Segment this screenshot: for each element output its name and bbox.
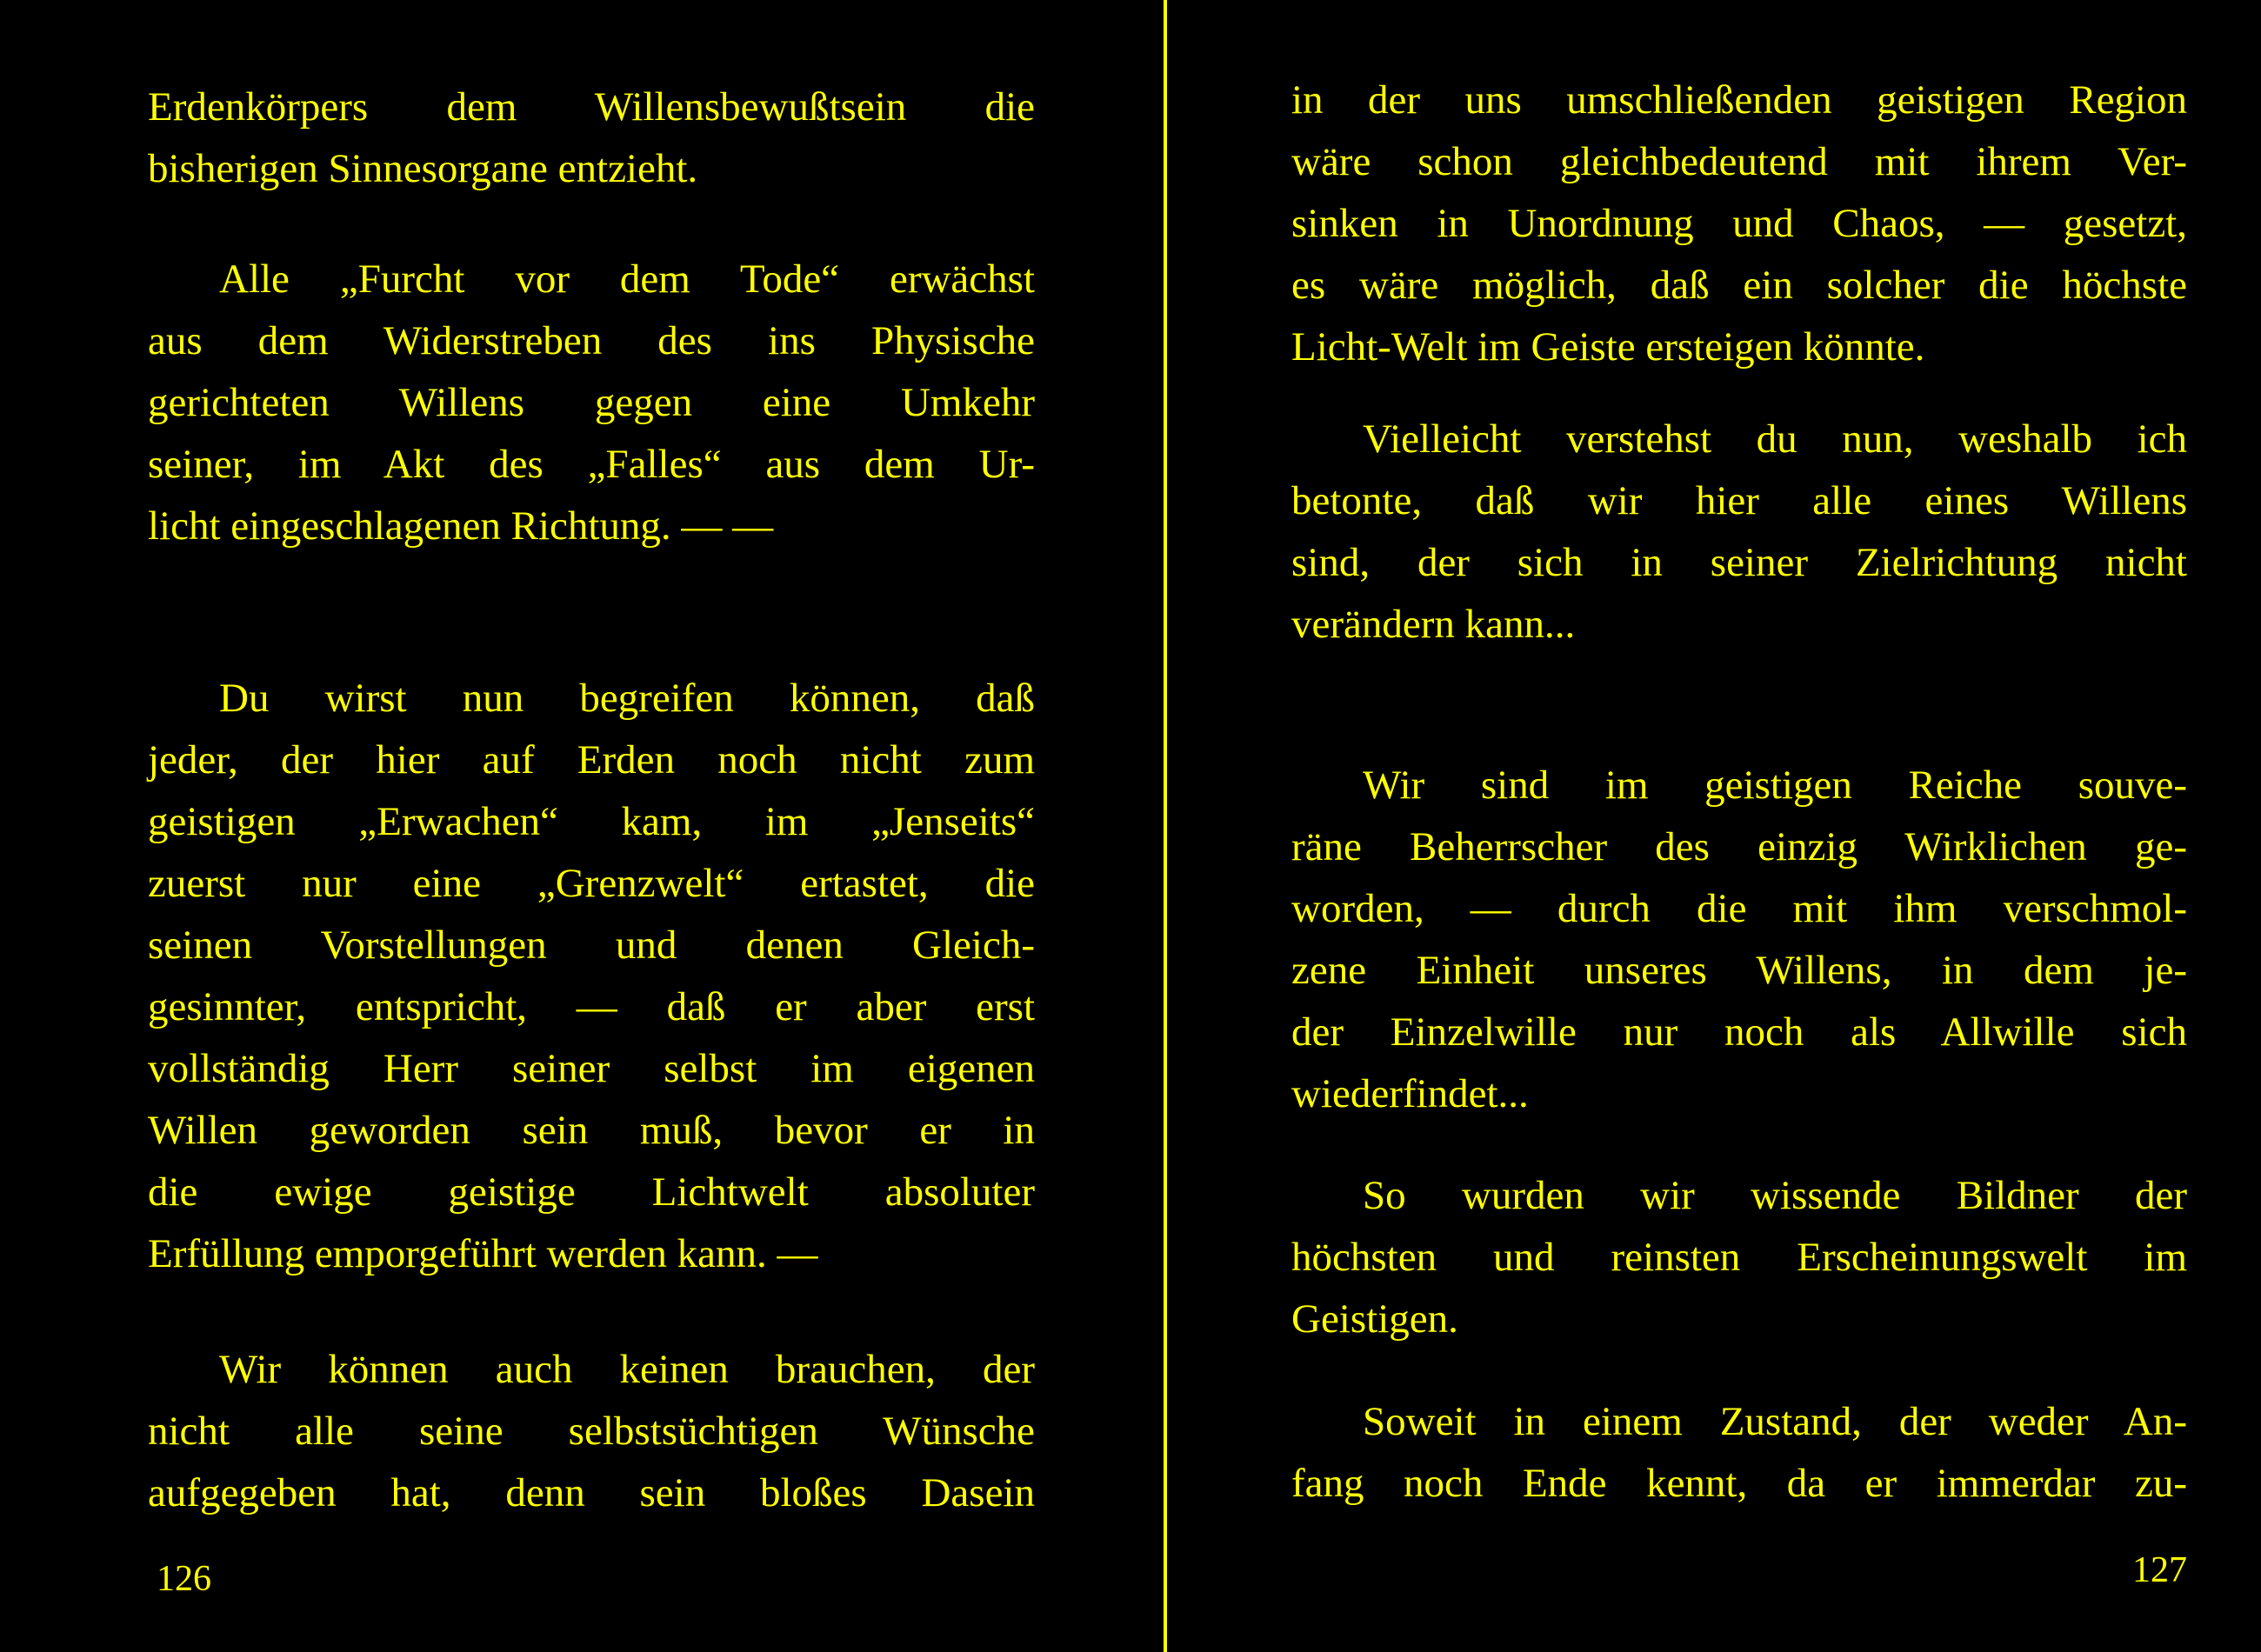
text-line: der Einzelwille nur noch als Allwille sich [1291,1009,2187,1055]
text-line: betonte, daß wir hier alle eines Willens [1291,478,2187,523]
text-line: zuerst nur eine „Grenzwelt“ ertastet, die [148,861,1035,906]
page-number: 127 [2132,1550,2187,1590]
text-line: Du wirst nun begreifen können, daß [219,676,1035,721]
text-line: in der uns umschließenden geistigen Region [1291,77,2187,123]
text-line: seinen Vorstellungen und denen Gleich- [148,923,1035,968]
text-line: bisherigen Sinnesorgane entzieht. [148,146,698,191]
right-para-4 [1291,1165,2187,1350]
text-line: Erdenkörpers dem Willensbewußtsein die [148,84,1035,130]
right-para-3 [1291,755,2187,1125]
text-line: geistigen „Erwachen“ kam, im „Jenseits“ [148,799,1035,844]
text-line: Wir können auch keinen brauchen, der [219,1347,1035,1392]
text-line: wäre schon gleichbedeutend mit ihrem Ver- [1291,139,2187,184]
right-para-2 [1291,409,2187,656]
right-page [1291,0,2187,1652]
text-line: gerichteten Willens gegen eine Umkehr [148,380,1035,425]
text-line: es wäre möglich, daß ein solcher die höchste [1291,263,2187,308]
left-para-3 [148,668,1035,1285]
left-page [148,0,1035,1652]
text-line: wiederfindet... [1291,1071,1529,1116]
right-para-5 [1291,1391,2187,1515]
page-number: 126 [157,1559,211,1599]
text-line: die ewige geistige Lichtwelt absoluter [148,1169,1035,1215]
text-line: höchsten und reinsten Erscheinungswelt im [1291,1235,2187,1280]
text-line: Willen geworden sein muß, bevor er in [148,1108,1035,1153]
text-line: worden, — durch die mit ihm verschmol- [1291,886,2187,931]
text-line: seiner, im Akt des „Falles“ aus dem Ur- [148,442,1035,487]
text-line: So wurden wir wissende Bildner der [1363,1173,2187,1218]
text-line: Wir sind im geistigen Reiche souve- [1363,763,2187,808]
left-para-4 [148,1339,1035,1524]
text-line: Soweit in einem Zustand, der weder An- [1363,1399,2187,1444]
text-line: räne Beherrscher des einzig Wirklichen ge- [1291,824,2187,869]
text-line: aufgegeben hat, denn sein bloßes Dasein [148,1470,1035,1515]
text-line: verändern kann... [1291,602,1576,647]
left-para-1 [148,77,1035,200]
text-line: gesinnter, entspricht, — daß er aber erst [148,984,1035,1029]
text-line: sind, der sich in seiner Zielrichtung nicht [1291,540,2187,585]
text-line: jeder, der hier auf Erden noch nicht zum [148,737,1035,783]
text-line: Vielleicht verstehst du nun, weshalb ich [1363,416,2187,462]
text-line: nicht alle seine selbstsüchtigen Wünsche [148,1409,1035,1454]
text-line: licht eingeschlagenen Richtung. — — [148,503,774,549]
right-para-1 [1291,70,2187,378]
text-line: Erfüllung emporgeführt werden kann. — [148,1231,818,1276]
text-line: fang noch Ende kennt, da er immerdar zu- [1291,1461,2187,1506]
text-line: sinken in Unordnung und Chaos, — gesetzt, [1291,201,2187,246]
text-line: vollständig Herr seiner selbst im eigenen [148,1046,1035,1091]
text-line: zene Einheit unseres Willens, in dem je- [1291,948,2187,993]
text-line: Geistigen. [1291,1296,1458,1342]
left-para-2 [148,249,1035,557]
book-gutter [1164,0,1167,1652]
text-line: aus dem Widerstreben des ins Physische [148,318,1035,363]
text-line: Licht-Welt im Geiste ersteigen könnte. [1291,324,1925,370]
text-line: Alle „Furcht vor dem Tode“ erwächst [219,256,1035,302]
